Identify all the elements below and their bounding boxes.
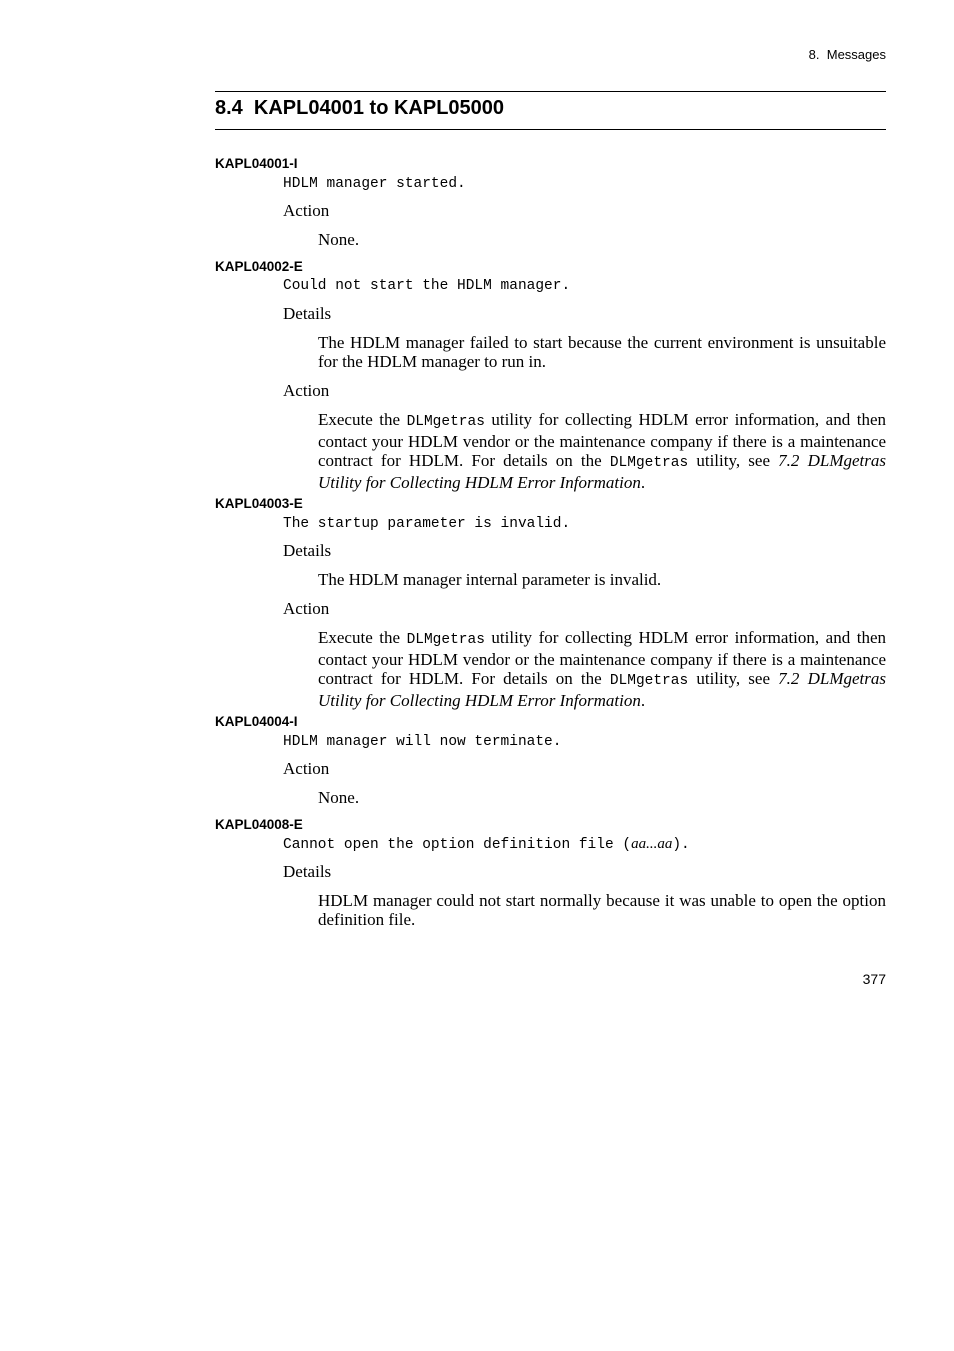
message-id: KAPL04003-E	[215, 496, 303, 511]
running-header: 8. Messages	[808, 47, 886, 62]
action-text-part: utility for collecting HDLM error information, and then contact your HDLM vendor or the maintenance company if there is a maintenance contract for HDLM. For details on the	[318, 628, 887, 688]
action-text: None.	[318, 788, 360, 807]
message-text-part: Cannot open the option definition file (	[283, 837, 632, 853]
action-text-part: .	[640, 473, 646, 492]
cross-reference: 7.2 DLMgetras Utility for Collecting HDLM Error Information	[318, 451, 886, 492]
section-top-rule	[215, 91, 886, 92]
action-text-part: Execute the	[318, 410, 407, 429]
message-text: Could not start the HDLM manager.	[283, 278, 571, 294]
message-text: The startup parameter is invalid.	[283, 516, 571, 532]
message-variable: aa...aa	[631, 836, 673, 852]
details-label: Details	[283, 304, 332, 323]
details-text: The HDLM manager internal parameter is invalid.	[318, 570, 662, 589]
action-text	[318, 410, 886, 492]
action-label: Action	[283, 599, 330, 618]
cross-reference: 7.2 DLMgetras Utility for Collecting HDLM Error Information	[318, 669, 886, 710]
details-text: The HDLM manager failed to start because the current environment is unsuitable for the HDLM manager to run in.	[318, 333, 886, 371]
action-text-part: utility, see	[688, 669, 779, 688]
message-text-part: ).	[672, 837, 690, 853]
message-text	[283, 835, 690, 854]
action-label: Action	[283, 759, 330, 778]
utility-name: DLMgetras	[406, 632, 485, 648]
message-id: KAPL04008-E	[215, 817, 303, 832]
section-bottom-rule	[215, 129, 886, 130]
message-text: HDLM manager will now terminate.	[283, 734, 562, 750]
message-text: HDLM manager started.	[283, 176, 466, 192]
message-id: KAPL04001-I	[215, 156, 298, 171]
action-text-part: utility, see	[688, 451, 779, 470]
utility-name: DLMgetras	[609, 673, 689, 689]
details-label: Details	[283, 541, 332, 560]
action-text-part: Execute the	[318, 628, 407, 647]
action-label: Action	[283, 381, 330, 400]
details-text: HDLM manager could not start normally because it was unable to open the option definition file.	[318, 891, 886, 929]
page-number: 377	[862, 971, 886, 987]
action-text-part: utility for collecting HDLM error information, and then contact your HDLM vendor or the maintenance company if there is a maintenance contract for HDLM. For details on the	[318, 410, 887, 470]
details-label: Details	[283, 862, 332, 881]
message-id: KAPL04004-I	[215, 714, 298, 729]
action-text-part: .	[640, 691, 646, 710]
message-id: KAPL04002-E	[215, 259, 303, 274]
utility-name: DLMgetras	[609, 455, 689, 471]
action-text	[318, 628, 886, 710]
action-text: None.	[318, 230, 360, 249]
utility-name: DLMgetras	[406, 414, 485, 430]
action-label: Action	[283, 201, 330, 220]
section-title: 8.4 KAPL04001 to KAPL05000	[215, 97, 505, 119]
